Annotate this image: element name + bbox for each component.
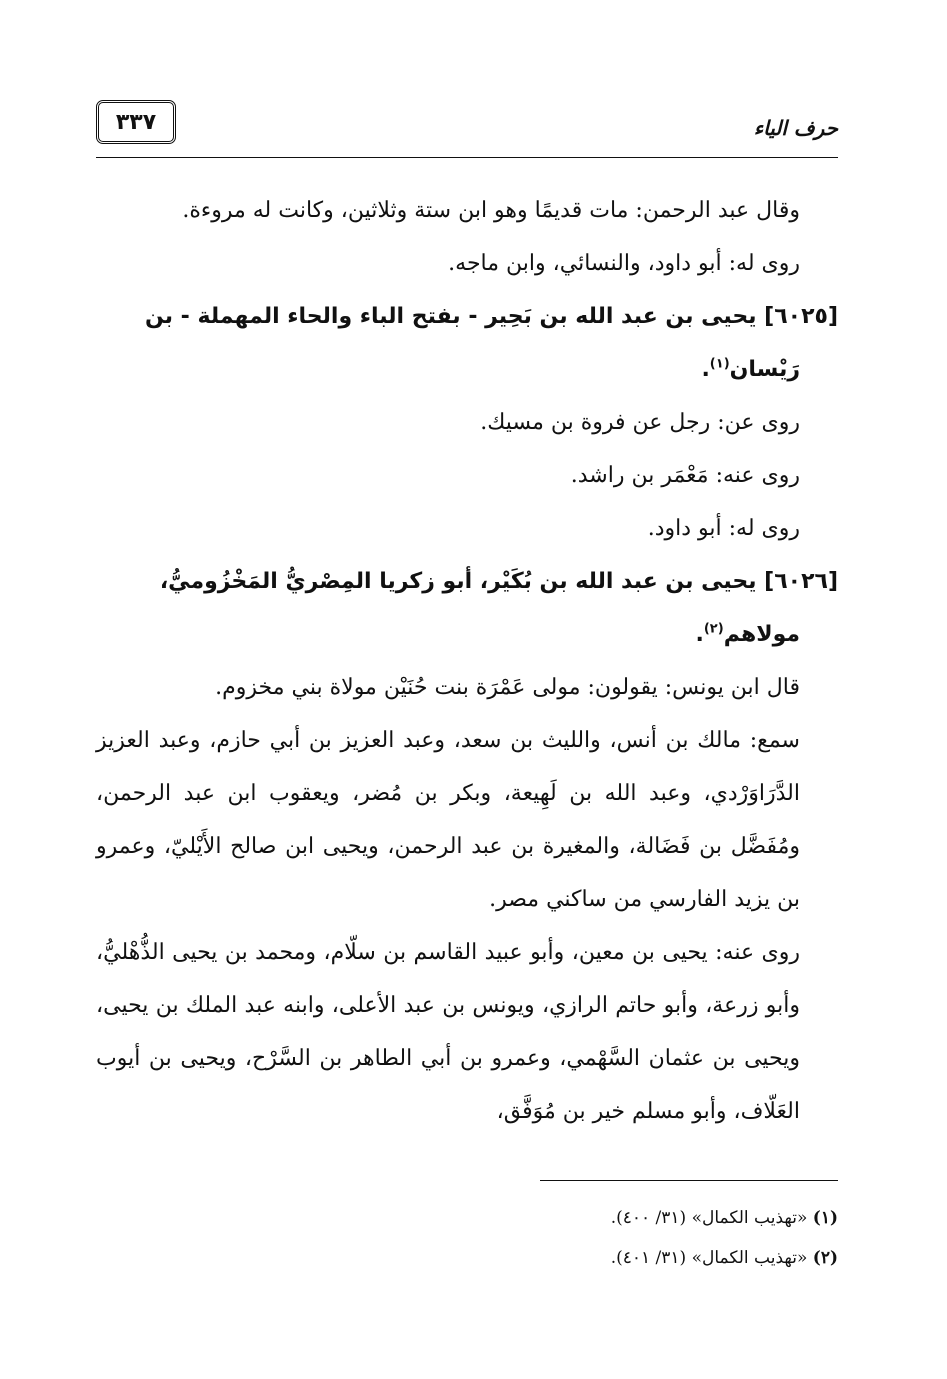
page-header	[96, 100, 838, 158]
footnote	[96, 1238, 838, 1278]
footnote-rule	[540, 1180, 838, 1181]
entry-heading-text: مولاهم	[723, 622, 800, 647]
main-text	[96, 184, 838, 1138]
entry-6026-heading	[96, 555, 838, 661]
paragraph: روى عن: رجل عن فروة بن مسيك.	[480, 410, 800, 435]
entry-6025-heading	[96, 290, 838, 396]
entry-heading-line: [٦٠٢٦] يحيى بن عبد الله بن بُكَيْر، أبو زكريا المِصْريُّ المَخْزُوميُّ،	[159, 569, 838, 594]
entry-heading-line	[96, 343, 838, 396]
paragraph: روى له: أبو داود، والنسائي، وابن ماجه.	[448, 251, 800, 276]
entry-heading-line	[96, 608, 838, 661]
footnote-text: «تهذيب الكمال» (٣١/ ٤٠١).	[610, 1248, 808, 1268]
footnote-ref: (١)	[709, 356, 730, 372]
footnote-ref: (٢)	[703, 621, 724, 637]
paragraph: قال ابن يونس: يقولون: مولى عَمْرَة بنت حُنَيْن مولاة بني مخزوم.	[215, 675, 800, 700]
footnote-text: «تهذيب الكمال» (٣١/ ٤٠٠).	[610, 1208, 808, 1228]
running-title: حرف الياء	[753, 116, 838, 140]
footnotes	[96, 1198, 838, 1278]
footnote	[96, 1198, 838, 1238]
entry-heading-line: [٦٠٢٥] يحيى بن عبد الله بن بَحِير - بفتح الباء والحاء المهملة - بن	[144, 304, 838, 329]
paragraph: سمع: مالك بن أنس، والليث بن سعد، وعبد العزيز بن أبي حازم، وعبد العزيز الدَّرَاوَرْدي، وعبد الله بن لَهِيعة، وبكر بن مُضر، ويعقوب ابن عبد الرحمن، ومُفَضَّل بن فَضَالة، والمغيرة بن عبد الرحمن، ويحيى ابن صالح الأَيْليّ، وعمرو بن يزيد الفارسي من ساكني مصر.	[96, 728, 800, 912]
paragraph: روى عنه: مَعْمَر بن راشد.	[570, 463, 800, 488]
footnote-number: (٢)	[812, 1248, 838, 1268]
header-rule	[96, 157, 838, 158]
footnote-number: (١)	[812, 1208, 838, 1228]
entry-heading-text: رَيْسان	[729, 357, 800, 382]
entry-heading-end: .	[701, 357, 710, 382]
paragraph: وقال عبد الرحمن: مات قديمًا وهو ابن ستة وثلاثين، وكانت له مروءة.	[182, 198, 800, 223]
paragraph: روى عنه: يحيى بن معين، وأبو عبيد القاسم بن سلّام، ومحمد بن يحيى الذُّهْليُّ، وأبو زرعة، وأبو حاتم الرازي، ويونس بن عبد الأعلى، وابنه عبد الملك بن يحيى، ويحيى بن عثمان السَّهْمي، وعمرو بن أبي الطاهر بن السَّرْح، ويحيى بن أيوب العَلّاف، وأبو مسلم خير بن مُوَفَّق،	[96, 940, 800, 1124]
page-number: ٣٣٧	[115, 109, 157, 135]
entry-heading-end: .	[695, 622, 704, 647]
paragraph: روى له: أبو داود.	[647, 516, 800, 541]
page-number-box	[96, 100, 176, 144]
